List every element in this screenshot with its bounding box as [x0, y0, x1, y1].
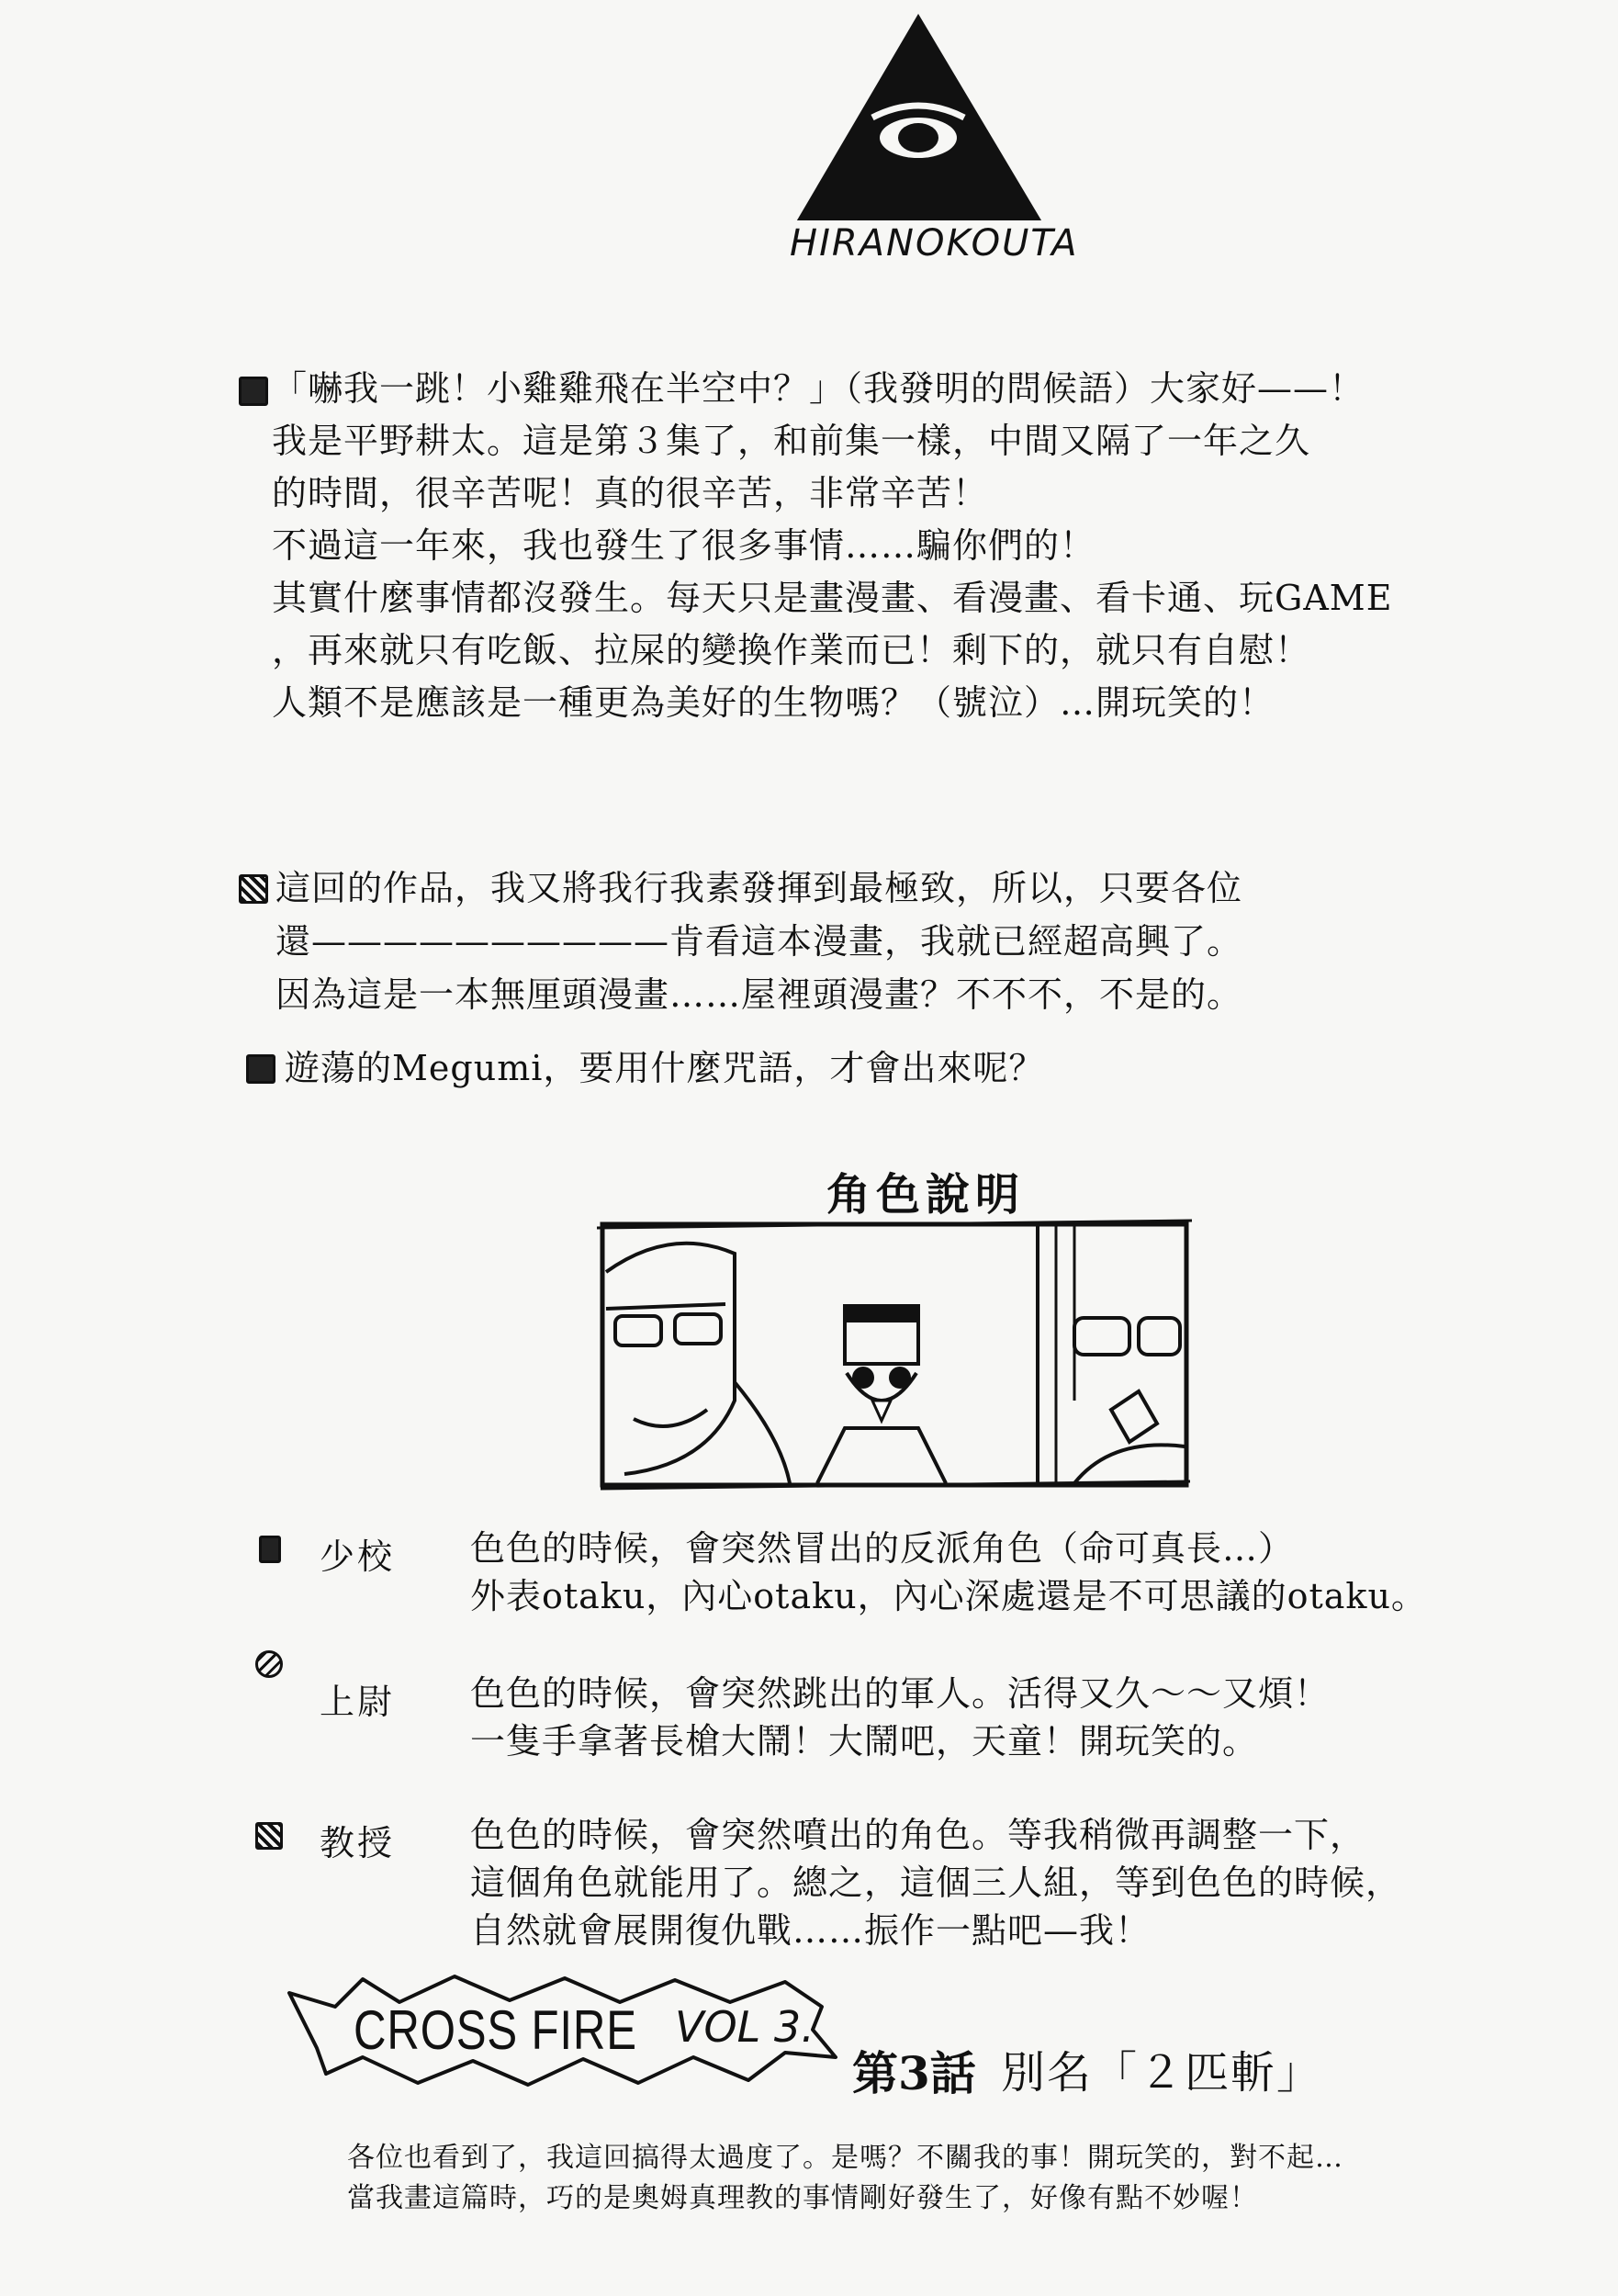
intro-line: ，再來就只有吃飯、拉屎的變換作業而已！剩下的，就只有自慰！: [272, 630, 1311, 670]
banner-title: CROSS FIRE: [354, 1999, 637, 2061]
cross-fire-banner: [271, 1965, 849, 2094]
intro-line: 我是平野耕太。這是第３集了，和前集一樣，中間又隔了一年之久: [272, 421, 1311, 461]
intro-line: 人類不是應該是一種更為美好的生物嗎？（號泣）…開玩笑的！: [272, 682, 1275, 723]
logo: [781, 9, 1079, 276]
intro-line: 其實什麼事情都沒發生。每天只是畫漫畫、看漫畫、看卡通、玩GAME: [272, 578, 1393, 618]
megumi-line: 遊蕩的Megumi，要用什麼咒語，才會出來呢？: [285, 1048, 1045, 1088]
bullet-icon: [246, 1054, 275, 1084]
character-description: [470, 1811, 1401, 1954]
footer-line: 當我畫這篇時，巧的是奧姆真理教的事情剛好發生了，好像有點不妙喔！: [347, 2182, 1258, 2214]
episode-alias: 別名「２匹斬」: [1001, 2047, 1323, 2099]
episode-label: 第3話: [852, 2046, 976, 2100]
work-line: 還——————————肯看這本漫畫，我就已經超高興了。: [275, 921, 1243, 962]
description-line: 色色的時候，會突然冒出的反派角色（命可真長…）: [470, 1528, 1295, 1569]
intro-line: 不過這一年來，我也發生了很多事情……騙你們的！: [272, 525, 1096, 566]
bullet-icon: [259, 1536, 281, 1563]
description-line: 一隻手拿著長槍大鬧！大鬧吧，天童！開玩笑的。: [470, 1721, 1259, 1761]
banner-volume: VOL 3.: [675, 2002, 815, 2052]
intro-line: 的時間，很辛苦呢！真的很辛苦，非常辛苦！: [272, 473, 989, 513]
work-paragraph: [275, 861, 1242, 1021]
character-name: 教授: [320, 1823, 396, 1863]
footer-text: [347, 2138, 1343, 2219]
intro-paragraph: [272, 363, 1392, 729]
character-name: 上尉: [320, 1682, 396, 1722]
character-name: 少校: [320, 1536, 396, 1577]
character-description: [470, 1670, 1330, 1765]
signature: HIRANOKOUTA: [790, 222, 1079, 264]
bullet-icon: [255, 1822, 283, 1850]
description-line: 自然就會展開復仇戰……振作一點吧—我！: [470, 1910, 1152, 1951]
footer-line: 各位也看到了，我這回搞得太過度了。是嗎？不關我的事！開玩笑的，對不起…: [347, 2142, 1343, 2174]
bullet-icon: [255, 1650, 283, 1678]
bullet-icon: [239, 874, 268, 904]
work-line: 這回的作品，我又將我行我素發揮到最極致，所以，只要各位: [275, 868, 1243, 908]
section-title: 角色說明: [826, 1169, 1026, 1221]
description-line: 色色的時候，會突然噴出的角色。等我稍微再調整一下，: [470, 1815, 1366, 1855]
character-description: [470, 1525, 1427, 1620]
intro-line: 「嚇我一跳！小雞雞飛在半空中？」（我發明的問候語）大家好——！: [272, 368, 1365, 409]
description-line: 這個角色就能用了。總之，這個三人組，等到色色的時候，: [470, 1863, 1402, 1903]
bullet-icon: [239, 377, 268, 406]
description-line: 色色的時候，會突然跳出的軍人。活得又久～～又煩！: [470, 1673, 1331, 1714]
work-line: 因為這是一本無厘頭漫畫……屋裡頭漫畫？不不不，不是的。: [275, 974, 1243, 1015]
character-illustration: [597, 1217, 1194, 1492]
description-line: 外表otaku，內心otaku，內心深處還是不可思議的otaku。: [470, 1576, 1427, 1616]
